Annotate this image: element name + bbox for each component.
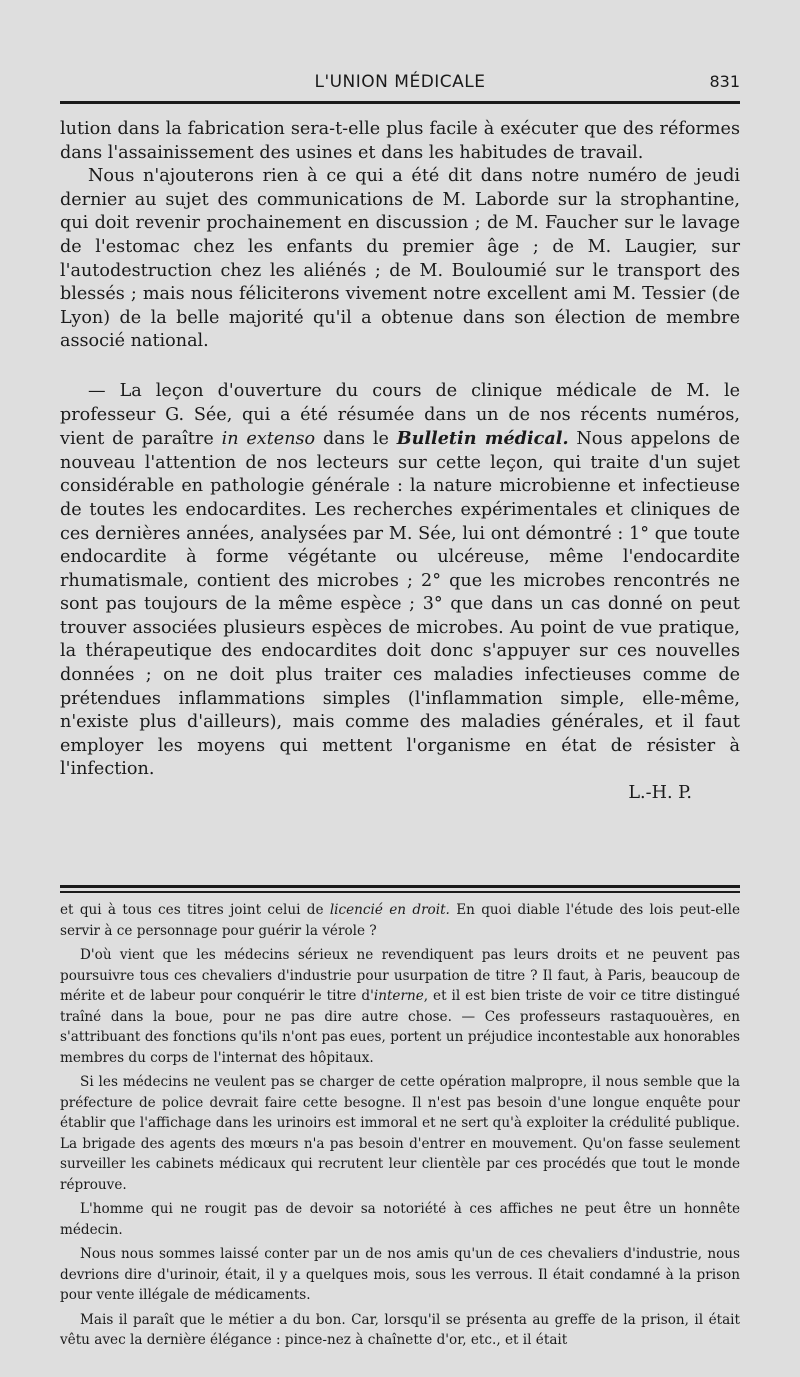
paragraph-communications: Nous n'ajouterons rien à ce qui a été dit dans notre numéro de jeudi dernier au sujet des communications de M. Laborde sur la strophantine, qui doit revenir prochainement en discussion ; de M. Faucher sur le lavage de l'estomac chez les enfants du premier âge ; de M. Laugier, sur l'autodestruction chez les aliénés ; de M. Bouloumié sur le transport des blessés ; mais nous féliciterons vivement notre excellent ami M. Tessier (de Lyon) de la belle majorité qu'il a obtenue dans son élection de membre associé national.: [60, 166, 740, 352]
paragraph-continuation: lution dans la fabrication sera-t-elle plus facile à exécuter que des réformes dans l'assainissement des usines et dans les habitudes de travail.: [60, 119, 740, 163]
text-run: Nous appelons de nouveau l'attention de nos lecteurs sur cette leçon, qui traite d'un sujet considérable en pathologie générale : la nature microbienne et infectieuse de toutes les endocardites. Les recherches expérimentales et cliniques de ces dernières années, analysées par M. Sée, lui ont démontré : 1° que toute endocardite à forme végétante ou ulcéreuse, même l'endocardite rhumatismale, contient des microbes ; 2° que les microbes rencontrés ne sont pas toujours de la même espèce ; 3° que dans un cas donné on peut trouver associées plusieurs espèces de microbes. Au point de vue pratique, la thérapeutique des endocardites doit donc s'appuyer sur ces nouvelles données ; on ne doit plus traiter ces maladies infectieuses comme de prétendues inflammations simples (l'inflammation simple, elle-même, n'existe plus d'ailleurs), mais comme des maladies générales, et il faut employer les moyens qui mettent l'organisme en état de résister à l'infection.: [60, 429, 740, 780]
feuilleton-rule-top: [60, 885, 740, 888]
text-run: En quoi diable l'étude des lois peut-elle servir à ce personnage pour guérir la vérole ?: [60, 902, 740, 939]
running-header: [60, 72, 740, 94]
feuilleton-paragraph: Nous nous sommes laissé conter par un de nos amis qu'un de ces chevaliers d'industrie, nous devrions dire d'urinoir, était, il y a quelques mois, sous les verrous. Il était condamné à la prison pour vente illégale de médicaments.: [60, 1246, 740, 1303]
paragraph-lecon-ouverture: [60, 380, 740, 782]
text-run: D'où vient que les médecins sérieux ne revendiquent pas leurs droits et ne peuvent pas poursuivre tous ces chevaliers d'industrie pour usurpation de titre ? Il faut, à Paris, beaucoup de mérite et de labeur pour conquérir le titre d': [60, 947, 740, 1004]
feuilleton-paragraph: [60, 900, 740, 941]
text-run: et qui à tous ces titres joint celui de: [60, 902, 330, 918]
bulletin-medical-title: Bulletin médical.: [396, 428, 569, 450]
feuilleton-paragraph: Mais il paraît que le métier a du bon. Car, lorsqu'il se présenta au greffe de la prison, il était vêtu avec la dernière élégance : pince-nez à chaînette d'or, etc., et il était: [60, 1311, 740, 1348]
header-rule: [60, 101, 740, 104]
text-run: , et il est bien triste de voir ce titre distingué traîné dans la boue, pour ne pas dire autre chose. — Ces professeurs rastaquouères, en s'attribuant des fonctions qu'ils n'ont pas eues, portent un préjudice incontestable aux honorables membres du corps de l'internat des hôpitaux.: [60, 988, 741, 1066]
italic-run: interne: [373, 988, 424, 1004]
feuilleton-column: [60, 900, 740, 1355]
author-signature: L.-H. P.: [628, 783, 692, 804]
italic-run: licencié en droit.: [329, 902, 450, 918]
page-number: 831: [709, 72, 740, 91]
feuilleton-rule-bottom: [60, 891, 740, 893]
text-run: — La leçon d'ouverture du cours de clinique médicale de M. le professeur G. Sée, qui a été résumée dans un de nos récents numéros, vient de paraître: [60, 380, 740, 450]
feuilleton-paragraph: Si les médecins ne veulent pas se charger de cette opération malpropre, il nous semble que la préfecture de police devrait faire cette besogne. Il n'est pas besoin d'une longue enquête pour établir que l'affichage dans les urinoirs est immoral et ne sert qu'à exploiter la crédulité publique. La brigade des agents des mœurs n'a pas besoin d'entrer en mouvement. Qu'on fasse seulement surveiller les cabinets médicaux qui recrutent leur clientèle par ces procédés que tout le monde réprouve.: [60, 1074, 740, 1193]
feuilleton-paragraph: L'homme qui ne rougit pas de devoir sa notoriété à ces affiches ne peut être un honnête médecin.: [60, 1201, 740, 1238]
feuilleton-paragraph: [60, 945, 740, 1068]
italic-run: in extenso: [221, 429, 316, 450]
main-column: [60, 118, 740, 806]
text-run: dans le: [315, 429, 397, 450]
journal-title: L'UNION MÉDICALE: [314, 72, 486, 92]
